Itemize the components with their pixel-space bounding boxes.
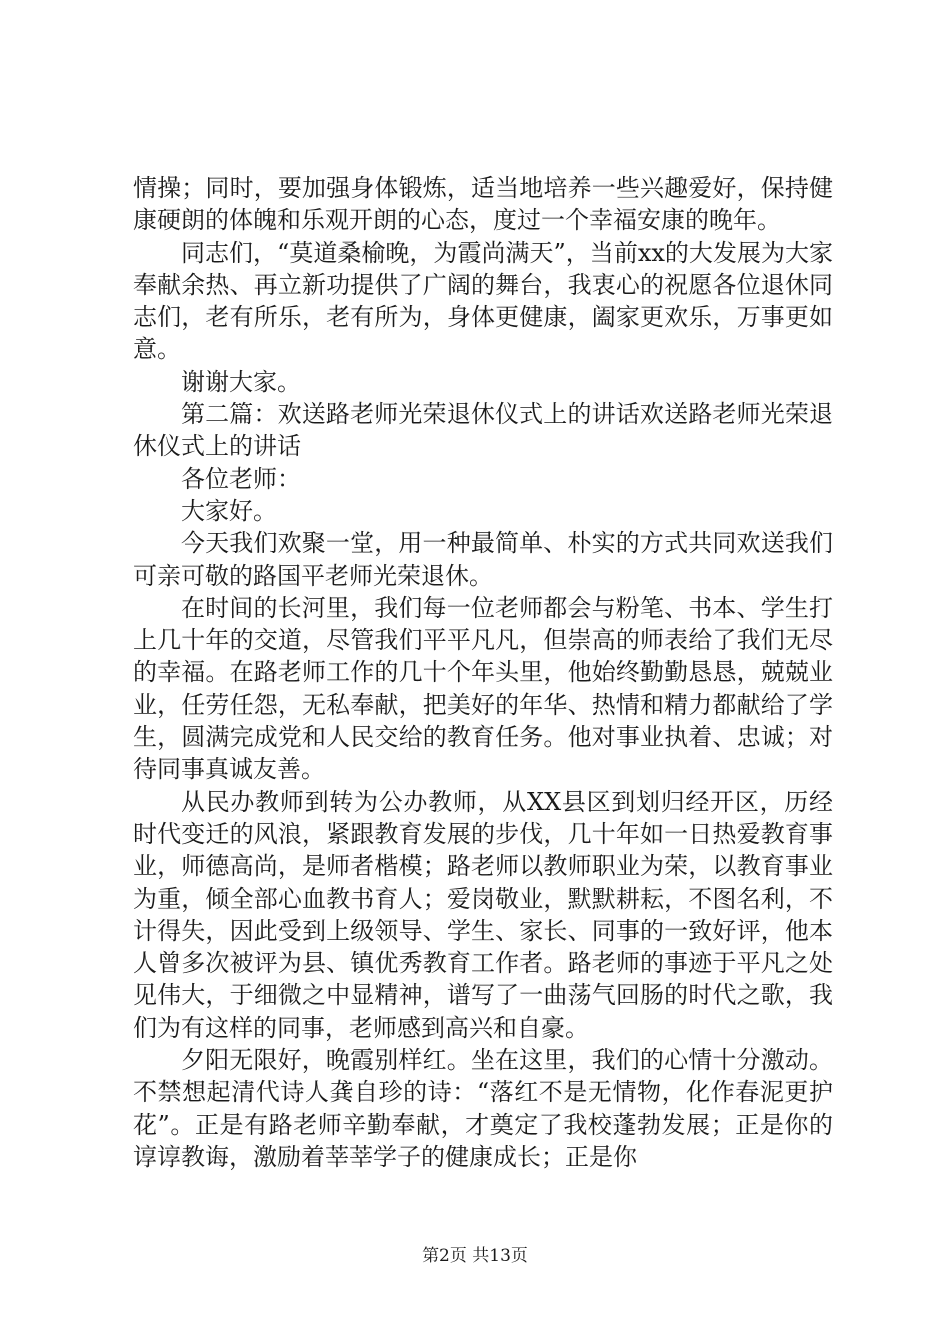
paragraph: 从民办教师到转为公办教师，从XX县区到划归经开区，历经时代变迁的风浪，紧跟教育发展的步伐，几十年如一日热爱教育事业，师德高尚，是师者楷模；路老师以教师职业为荣，以教育事业为重，倾全部心血教书育人；爱岗敬业，默默耕耘，不图名利，不计得失，因此受到上级领导、学生、家长、同事的一致好评，他本人曾多次被评为县、镇优秀教育工作者。路老师的事迹于平凡之处见伟大，于细微之中显精神，谱写了一曲荡气回肠的时代之歌，我们为有这样的同事，老师感到高兴和自豪。 — [133, 787, 833, 1042]
paragraph: 夕阳无限好，晚霞别样红。坐在这里，我们的心情十分激动。不禁想起清代诗人龚自珍的诗：“落红不是无情物，化作春泥更护花”。正是有路老师辛勤奉献，才奠定了我校蓬勃发展；正是你的谆谆教诲，激励着莘莘学子的健康成长；正是你 — [133, 1046, 833, 1171]
greeting: 大家好。 — [181, 496, 277, 525]
paragraph: 今天我们欢聚一堂，用一种最简单、朴实的方式共同欢送我们可亲可敬的路国平老师光荣退休。 — [133, 529, 833, 590]
document-body — [133, 172, 833, 1173]
page-number-footer: 第2页 共13页 — [422, 1246, 528, 1266]
paragraph: 情操；同时，要加强身体锻炼，适当地培养一些兴趣爱好，保持健康硬朗的体魄和乐观开朗的心态，度过一个幸福安康的晚年。 — [133, 174, 833, 235]
paragraph: 同志们，“莫道桑榆晚，为霞尚满天”，当前xx的大发展为大家奉献余热、再立新功提供了广阔的舞台，我衷心的祝愿各位退休同志们，老有所乐，老有所为，身体更健康，阖家更欢乐，万事更如意。 — [133, 238, 833, 364]
paragraph: 在时间的长河里，我们每一位老师都会与粉笔、书本、学生打上几十年的交道，尽管我们平平凡凡，但崇高的师表给了我们无尽的幸福。在路老师工作的几十个年头里，他始终勤勤恳恳，兢兢业业，任劳任怨，无私奉献，把美好的年华、热情和精力都献给了学生，圆满完成党和人民交给的教育任务。他对事业执着、忠诚；对待同事真诚友善。 — [133, 593, 833, 784]
section-heading: 第二篇：欢送路老师光荣退休仪式上的讲话欢送路老师光荣退休仪式上的讲话 — [133, 400, 833, 461]
paragraph: 谢谢大家。 — [181, 367, 301, 396]
salutation: 各位老师： — [181, 464, 301, 493]
